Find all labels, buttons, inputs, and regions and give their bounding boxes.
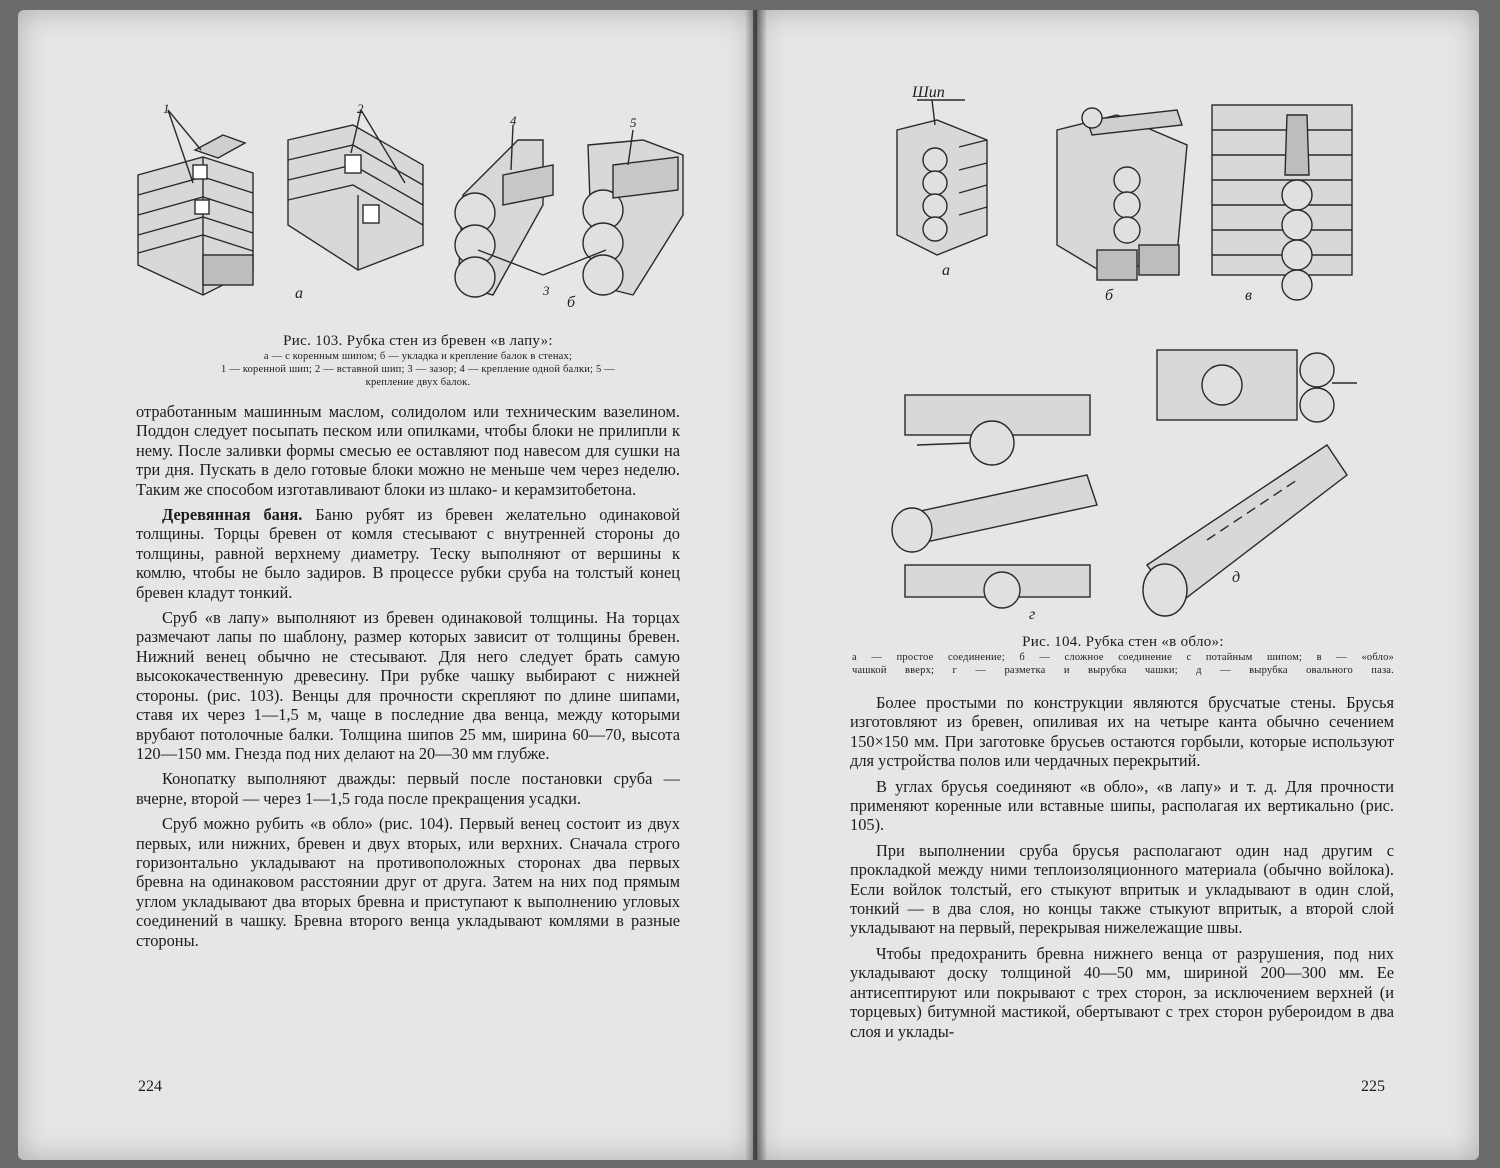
fig103-label-b: б: [567, 294, 576, 310]
paragraph: При выполнении сруба брусья располагают один над другим с прокладкой между ними теплоизоляционного материала (обычно войлока). Если войлок толстый, его стыкуют впритык и укладывают в один слой, тонкий — в два слоя, но концы также стыкуют впритык, а второй слой укладывают на первый, перекрывая нижележащие швы.: [850, 840, 1394, 938]
paragraph: Сруб можно рубить «в обло» (рис. 104). Первый венец состоит из двух первых, или нижних, бревен и двух вторых, или верхних. Сначала строго горизонтально укладывают на противоположных сторонах два первых бревна на одинаковом расстоянии друг от друга. Затем на них под прямым углом укладывают два вторых бревна и приступают к выполнению угловых соединений в чашку. Бревна второго венца укладывают комлями в разные стороны.: [136, 814, 680, 950]
figure-103-title: Рис. 103. Рубка стен из бревен «в лапу»:: [283, 333, 553, 349]
left-page: [18, 10, 753, 1160]
fig104-label-ship: Шип: [912, 85, 945, 101]
book-gutter: [745, 10, 767, 1160]
paragraph-text: Баню рубят из бревен желательно одинаковой толщины. Торцы бревен от комля стесывают с внутренней стороны до толщины, равной верхнему диаметру. Теску выполняют от вершины к комлю, чтобы не было задиров. В процессе рубки сруба на толстый конец бревен кладут тонкий.: [136, 505, 680, 602]
figure-104-title: Рис. 104. Рубка стен «в обло»:: [1022, 634, 1224, 650]
figure-103-note-3: крепление двух балок.: [365, 377, 471, 388]
figure-104-note-1: а — простое соединение; б — сложное соединение с потайным шипом; в — «обло»: [852, 652, 1394, 663]
right-page: [757, 10, 1479, 1160]
figure-103-note-2: 1 — коренной шип; 2 — вставной шип; 3 — зазор; 4 — крепление одной балки; 5 —: [221, 364, 615, 375]
right-body-text: [850, 693, 1394, 1041]
fig103-label-5: 5: [630, 115, 637, 130]
paragraph-bath: [136, 505, 680, 602]
figure-103-illustration: [123, 95, 703, 310]
left-body-text: [136, 402, 680, 950]
fig104-label-d: д: [1232, 569, 1241, 586]
fig103-label-3: 3: [543, 283, 550, 298]
page-number-left: 224: [138, 1078, 162, 1095]
paragraph: В углах брусья соединяют «в обло», «в лапу» и т. д. Для прочности применяют коренные или вставные шипы, располагая их вертикально (рис. 105).: [850, 776, 1394, 835]
section-heading: Деревянная баня.: [162, 505, 303, 525]
fig104-label-a: а: [942, 262, 950, 279]
log-obло-drawings: [877, 85, 1477, 625]
fig103-label-a: а: [295, 285, 303, 302]
log-corner-drawings: [123, 95, 703, 310]
fig103-label-2: 2: [357, 101, 364, 116]
paragraph: Конопатку выполняют дважды: первый после постановки сруба — вчерне, второй — через 1—1,5 года после прекращения усадки.: [136, 769, 680, 808]
figure-103-note-1: а — с коренным шипом; б — укладка и крепление балок в стенах;: [263, 351, 573, 362]
paragraph: Сруб «в лапу» выполняют из бревен одинаковой толщины. На торцах размечают лапы по шаблону, размер которых зависит от толщины бревен. Нижний венец обычно не стесывают. Для него следует брать самую высококачественную древесину. При рубке чашку выбирают с нижней стороны. (рис. 103). Венцы для прочности скрепляют по длине шипами, ставя их через 1—1,5 м, чаще в последние два венца, между которыми врубают потолочные балки. Толщина шипов 25 мм, ширина 60—70, высота 120—150 мм. Гнезда под них делают на 20—30 мм глубже.: [136, 608, 680, 763]
figure-104-illustration: [877, 85, 1477, 625]
figure-104-caption: [852, 634, 1394, 677]
figure-103-caption: [128, 333, 708, 389]
paragraph: Более простыми по конструкции являются брусчатые стены. Брусья изготовляют из бревен, опиливая их на четыре канта обычно сечением 150×150 мм. При заготовке брусьев остаются горбыли, которые используют для устройства полов или чердачных перекрытий.: [850, 693, 1394, 771]
page-number-right: 225: [1361, 1078, 1385, 1095]
paragraph: отработанным машинным маслом, солидолом или техническим вазелином. Поддон следует посыпать песком или опилками, чтобы блоки не прилипли к нему. После заливки формы смесью ее оставляют под навесом для сушки на три дня. Пускать в дело готовые блоки можно не меньше чем через неделю. Таким же способом изготавливают блоки из шлако- и керамзитобетона.: [136, 402, 680, 499]
fig104-label-g: г: [1029, 606, 1036, 623]
figure-104-note-2: чашкой вверх; г — разметка и вырубка чашки; д — вырубка овального паза.: [852, 665, 1394, 676]
fig103-label-4: 4: [510, 113, 517, 128]
fig104-label-v: в: [1245, 287, 1252, 304]
fig103-label-1: 1: [163, 101, 170, 116]
paragraph: Чтобы предохранить бревна нижнего венца от разрушения, под них укладывают доску толщиной 40—50 мм, шириной 200—300 мм. Ее антисептируют или покрывают с трех сторон, за исключением верхней (и торцевых) битумной мастикой, обертывают с трех сторон рубероидом в два слоя и уклады-: [850, 943, 1394, 1041]
fig104-label-b: б: [1105, 287, 1114, 304]
